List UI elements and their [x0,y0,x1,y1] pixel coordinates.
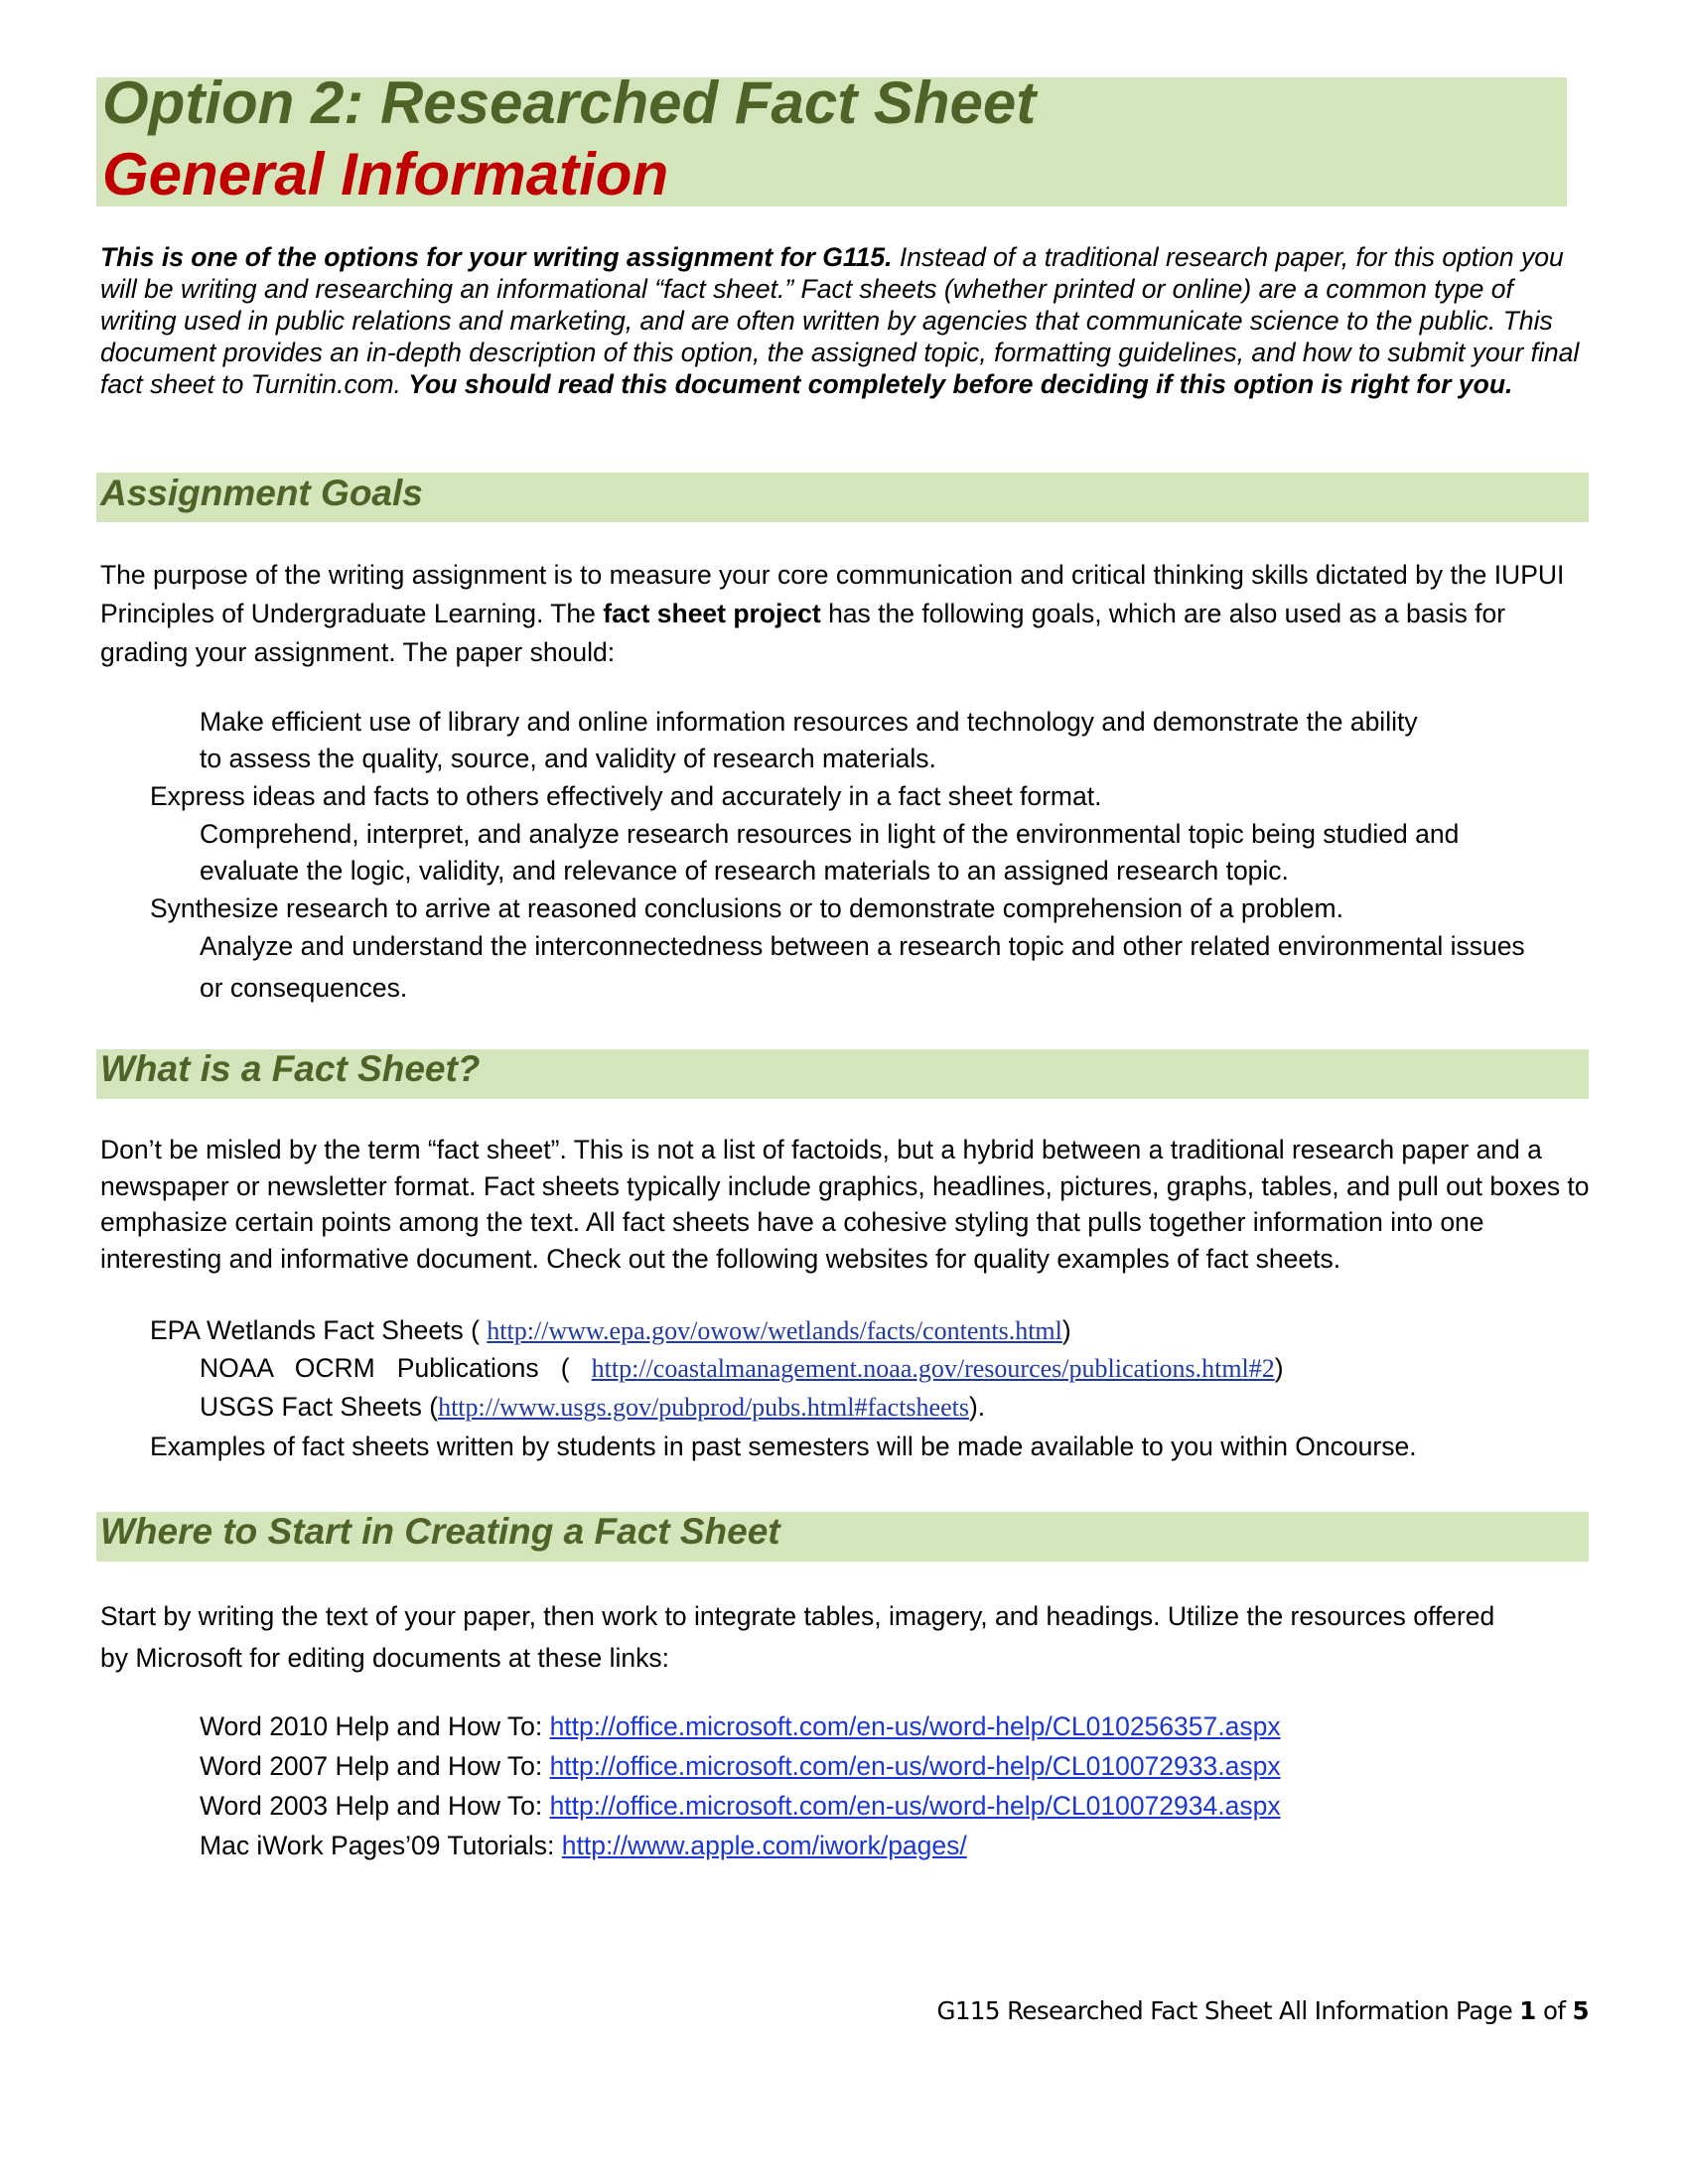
example-site: USGS Fact Sheets (http://www.usgs.gov/pubprod/pubs.html#factsheets). [200,1392,986,1422]
section-heading-goals: Assignment Goals [100,473,423,513]
goals-text-bold: fact sheet project [603,599,821,628]
page-footer: G115 Researched Fact Sheet All Information Page 1 of 5 [936,1996,1589,2025]
goals-paragraph [100,556,1590,672]
usgs-link[interactable]: http://www.usgs.gov/pubprod/pubs.html#factsheets [438,1393,969,1422]
example-site: NOAA OCRM Publications ( http://coastalmanagement.noaa.gov/resources/publications.html#2) [200,1353,1284,1383]
word-2010-link[interactable]: http://office.microsoft.com/en-us/word-help/CL010256357.aspx [549,1711,1281,1741]
goals-text-b: has the following goals, which are also used as a basis for grading your assignment. The paper should: [100,599,1506,667]
intro-body: Instead of a traditional research paper, for this option you will be writing and researching an informational “fact sheet.” Fact sheets (whether printed or online) are a common type of writing used in public relations and marketing, and are often written by agencies that communicate science to the public. This document provides an in-depth description of this option, the assigned topic, formatting guidelines, and how to submit your final fact sheet to Turnitin.com. [100,242,1580,399]
goal-item: Express ideas and facts to others effectively and accurately in a fact sheet format. [150,781,1102,811]
goals-text-a: The purpose of the writing assignment is to measure your core communication and critical thinking skills dictated by the IUPUI Principles of Undergraduate Learning. The [100,560,1565,628]
noaa-link[interactable]: http://coastalmanagement.noaa.gov/resources/publications.html#2 [591,1354,1275,1383]
help-link-row: Word 2007 Help and How To: http://office.microsoft.com/en-us/word-help/CL010072933.aspx [200,1751,1281,1781]
word-2007-link[interactable]: http://office.microsoft.com/en-us/word-help/CL010072933.aspx [549,1751,1281,1781]
help-link-row: Word 2003 Help and How To: http://office.microsoft.com/en-us/word-help/CL010072934.aspx [200,1791,1281,1821]
section-heading-what: What is a Fact Sheet? [100,1048,481,1089]
goal-item: evaluate the logic, validity, and relevance of research materials to an assigned research topic. [200,856,1289,886]
goal-item: Make efficient use of library and online information resources and technology and demonstrate the ability [200,707,1418,737]
goal-item: or consequences. [200,973,408,1003]
page-number: 1 [1519,1996,1536,2025]
document-title: Option 2: Researched Fact Sheet [102,69,1037,136]
intro-lead: This is one of the options for your writing assignment for G115. [100,242,893,272]
goal-item: Comprehend, interpret, and analyze research resources in light of the environmental topic being studied and [200,819,1460,849]
help-link-row: Mac iWork Pages’09 Tutorials: http://www.apple.com/iwork/pages/ [200,1831,967,1860]
goal-item: Analyze and understand the interconnectedness between a research topic and other related environmental issues [200,931,1525,961]
examples-note: Examples of fact sheets written by students in past semesters will be made available to you within Oncourse. [150,1432,1417,1461]
epa-link[interactable]: http://www.epa.gov/owow/wetlands/facts/contents.html [487,1316,1062,1345]
goal-item: to assess the quality, source, and validity of research materials. [200,744,936,773]
start-paragraph: Start by writing the text of your paper, then work to integrate tables, imagery, and headings. Utilize the resources offered by Microsoft for editing documents at these links: [100,1601,1495,1673]
intro-paragraph [100,241,1590,400]
iwork-pages-link[interactable]: http://www.apple.com/iwork/pages/ [561,1831,967,1860]
goal-item: Synthesize research to arrive at reasoned conclusions or to demonstrate comprehension of a problem. [150,893,1343,923]
word-2003-link[interactable]: http://office.microsoft.com/en-us/word-help/CL010072934.aspx [549,1791,1281,1821]
example-site: EPA Wetlands Fact Sheets ( http://www.epa.gov/owow/wetlands/facts/contents.html) [150,1315,1071,1345]
page-total: 5 [1572,1996,1589,2025]
document-subtitle: General Information [102,141,669,207]
intro-tail: You should read this document completely before deciding if this option is right for you. [408,369,1513,399]
what-paragraph: Don’t be misled by the term “fact sheet”. This is not a list of factoids, but a hybrid between a traditional research paper and a newspaper or newsletter format. Fact sheets typically include graphics, headlines, pictures, graphs, tables, and pull out boxes to emphasize certain points among the text. All fact sheets have a cohesive styling that pulls together information into one interesting and informative document. Check out the following websites for quality examples of fact sheets. [100,1135,1590,1274]
section-heading-start: Where to Start in Creating a Fact Sheet [100,1511,780,1552]
help-link-row: Word 2010 Help and How To: http://office.microsoft.com/en-us/word-help/CL010256357.aspx [200,1711,1281,1741]
